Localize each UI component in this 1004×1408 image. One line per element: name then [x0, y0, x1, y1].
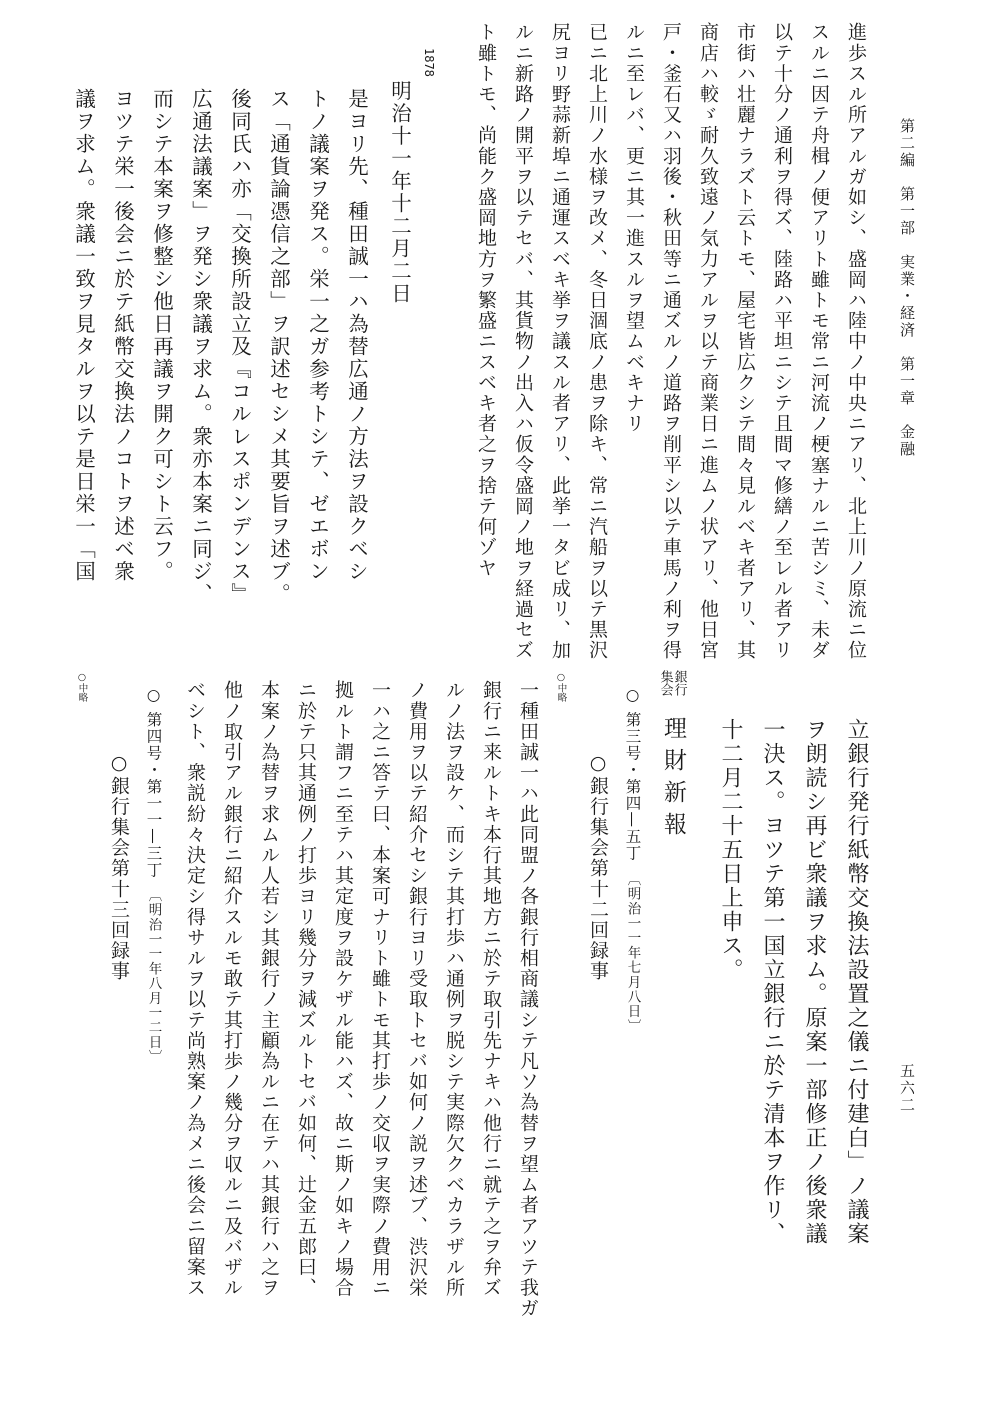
text-column: 銀行ニ来ルトキ本行其地方ニ於テ取引先ナキハ他行ニ就テ之ヲ弁ズ: [480, 680, 502, 1298]
text-column: 商店ハ較ゞ耐久致遠ノ気力アルヲ以テ商業日ニ進ムノ状アリ、他日宮: [697, 22, 719, 661]
meeting-heading: ○銀行集会第十三回録事: [108, 752, 130, 982]
text-column: スルニ因テ舟楫ノ便アリト雖トモ常ニ河流ノ梗塞ナルニ苦シミ、未ダ: [808, 22, 830, 661]
journal-label: [672, 670, 686, 696]
text-column: ヲ朗読シ再ビ衆議ヲ求ム。原案一部修正ノ後衆議: [802, 718, 827, 1246]
text-column: 他ノ取引アル銀行ニ紹介スルモ敢テ其打歩ノ幾分ヲ収ルニ及バザル: [221, 680, 243, 1298]
text-column: 以テ十分ノ通利ヲ得ズ、陸路ハ平坦ニシテ且間マ修繕ノ至レル者アリ: [771, 22, 793, 661]
text-column: ノ費用ヲ以テ紹介セシ銀行ヨリ受取トセバ如何ノ説ヲ述ブ、渋沢栄: [406, 680, 428, 1298]
text-column: 戸・釜石又ハ羽後・秋田等ニ通ズルノ道路ヲ削平シ以テ車馬ノ利ヲ得: [660, 22, 682, 661]
issue-number: ○ 第四号・第一一—三丁: [144, 686, 163, 879]
text-column: 広通法議案」ヲ発シ衆議ヲ求ム。衆亦本案ニ同ジ、: [188, 88, 213, 606]
issue-date: 〔明治一一年七月八日〕: [624, 871, 641, 1034]
text-column: ス「通貨論憑信之部」ヲ訳述セシメ其要旨ヲ述ブ。: [266, 88, 291, 606]
text-column: ベシト、衆説紛々決定シ得サルヲ以テ尚熟案ノ為メニ後会ニ留案ス: [184, 680, 206, 1298]
text-column: ヨツテ栄一後会ニ於テ紙幣交換法ノコトヲ述ベ衆: [110, 88, 135, 583]
journal-label-2: [658, 670, 672, 696]
second-issue: [145, 686, 161, 1065]
text-column: 後同氏ハ亦「交換所設立及『コルレスポンデンス』: [227, 88, 252, 606]
journal-title: 理財新報: [660, 716, 686, 844]
year-label: 1878: [422, 48, 436, 77]
journal-label-bottom: 集会: [657, 670, 673, 696]
text-column: 而シテ本案ヲ修整シ他日再議ヲ開ク可シト云フ。: [149, 88, 174, 583]
journal-issue: [624, 686, 640, 1033]
text-column: 拠ルト謂フニ至テハ其定度ヲ設ケザル能ハズ、故ニ斯ノ如キノ場合: [332, 680, 354, 1298]
text-column: 議ヲ求ム。衆議一致ヲ見タルヲ以テ是日栄一「国: [71, 88, 96, 583]
text-column: 一決ス。ヨツテ第一国立銀行ニ於テ清本ヲ作リ、: [760, 718, 785, 1246]
text-column: 一ハ之ニ答テ曰、本案可ナリト雖トモ其打歩ノ交収ヲ実際ノ費用ニ: [369, 680, 391, 1298]
issue-number: ○ 第三号・第四—五丁: [623, 686, 642, 862]
text-column: 一種田誠一ハ此同盟ノ各銀行相商議シテ凡ソ為替ヲ望ム者アツテ我ガ: [517, 680, 539, 1319]
text-column: 是ヨリ先、種田誠一ハ為替広通ノ方法ヲ設クベシ: [344, 88, 369, 583]
text-column: ト雖トモ、尚能ク盛岡地方ヲ繁盛ニスベキ者之ヲ捨テ何ゾヤ: [475, 22, 497, 579]
journal-label-top: 銀行: [671, 670, 687, 696]
text-column: 立銀行発行紙幣交換法設置之儀ニ付建白」ノ議案: [844, 718, 869, 1246]
text-column: 已ニ北上川ノ水様ヲ改メ、冬日涸底ノ患ヲ除キ、常ニ汽船ヲ以テ黒沢: [586, 22, 608, 661]
entry-date: 明治十一年十二月二日: [387, 80, 412, 305]
page-number: 五六二: [898, 1063, 916, 1114]
text-column: ルニ新路ノ開平ヲ以テセバ、其貨物ノ出入ハ仮令盛岡ノ地ヲ経過セズ: [512, 22, 534, 661]
text-column: 市街ハ壮麗ナラズト云トモ、屋宅皆広クシテ間々見ルベキ者アリ、其: [734, 22, 756, 661]
text-column: 本案ノ為替ヲ求ムル人若シ其銀行ノ主顧為ルニ在テハ其銀行ハ之ヲ: [258, 680, 280, 1298]
text-column: ルノ法ヲ設ケ、而シテ其打歩ハ通例ヲ脱シテ実際欠クベカラザル所: [443, 680, 465, 1298]
text-column: ニ於テ只其通例ノ打歩ヨリ幾分ヲ減ズルトセバ如何、辻金五郎曰、: [295, 680, 317, 1298]
text-column: トノ議案ヲ発ス。栄一之ガ参考トシテ、ゼエボン: [305, 88, 330, 583]
issue-date: 〔明治一一年八月一二日〕: [145, 888, 162, 1065]
text-column: 進歩スル所アルガ如シ、盛岡ハ陸中ノ中央ニアリ、北上川ノ原流ニ位: [845, 22, 867, 661]
meeting-heading: ○銀行集会第十二回録事: [587, 752, 609, 982]
omission-note: ○中略: [555, 672, 567, 702]
text-column: 尻ヨリ野蒜新埠ニ通運スベキ挙ヲ議スル者アリ、此挙一タビ成リ、加: [549, 22, 571, 661]
omission-note: ○中略: [76, 672, 88, 702]
running-header: 第二編 第一部 実業・経済 第一章 金融: [898, 118, 916, 458]
text-column: ルニ至レバ、更ニ其一進スルヲ望ムベキナリ: [623, 22, 645, 434]
text-column: 十二月二十五日上申ス。: [718, 718, 743, 982]
